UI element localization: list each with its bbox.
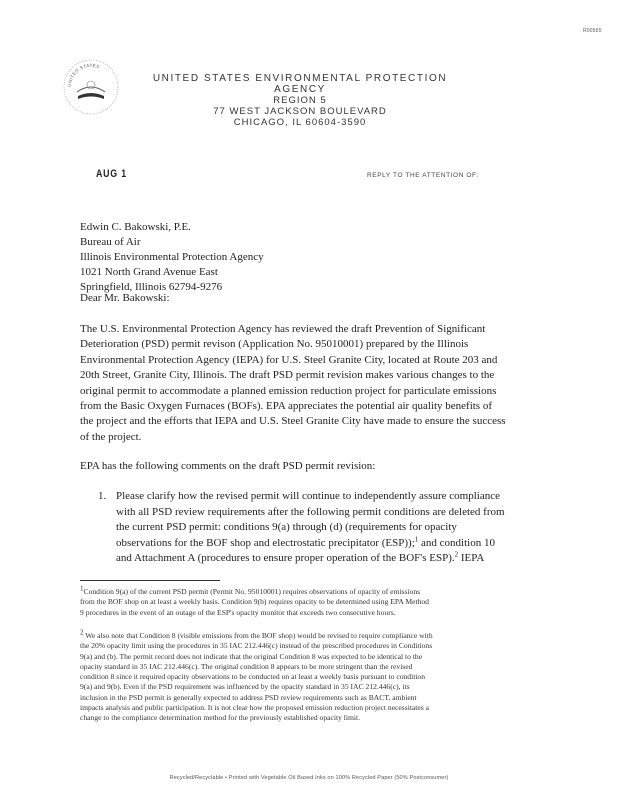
region-name: REGION 5 bbox=[273, 95, 327, 106]
item-number: 1. bbox=[98, 490, 107, 502]
salutation: Dear Mr. Bakowski: bbox=[80, 292, 170, 304]
item-line-tail: IEPA bbox=[460, 552, 485, 564]
letter-date: AUG 1 bbox=[96, 168, 127, 180]
paragraph-comments-intro: EPA has the following comments on the draft PSD permit revision: bbox=[80, 460, 376, 472]
recipient-org: Illinois Environmental Protection Agency bbox=[80, 251, 264, 263]
agency-name: UNITED STATES ENVIRONMENTAL PROTECTION AGENCY bbox=[152, 73, 448, 95]
recipient-dept: Bureau of Air bbox=[80, 236, 141, 248]
recipient-name: Edwin C. Bakowski, P.E. bbox=[80, 221, 191, 233]
recipient-city: Springfield, Illinois 62794-9276 bbox=[80, 281, 223, 293]
footnote-marker: 1 bbox=[80, 584, 84, 593]
recycled-footer: Recycled/Recyclable • Printed with Vegetable Oil Based Inks on 100% Recycled Paper (50% Postconsumer) bbox=[169, 775, 449, 781]
footnote-line: impacts analysis and public participation. It is not clear how the proposed emission reduction project necessitates a bbox=[80, 703, 430, 713]
footnote-line: 9(a) and 9(b). Even if the PSD requirement was influenced by the opacity standard in 35 IAC 212.446(c), its bbox=[80, 682, 410, 692]
svg-text:UNITED STATES: UNITED STATES bbox=[66, 62, 101, 88]
footnote-line: 9(a) and (b). The permit record does not indicate that the original Condition 8 was expected to be identical to the bbox=[80, 651, 423, 661]
item-line-text: and Attachment A (procedures to ensure proper operation of the BOF's ESP). bbox=[116, 552, 455, 564]
footnote-divider bbox=[80, 580, 220, 581]
paragraph-line: Deterioration (PSD) permit revison (Application No. 95010001) prepared by the Illinois bbox=[80, 338, 469, 351]
footnote-ref-2: 2 bbox=[454, 550, 459, 559]
paragraph-line: 20th Street, Granite City, Illinois. The draft PSD permit revision makes various changes to the bbox=[80, 369, 495, 382]
footnote-line: $^1$Condition 9(a) of the current PSD permit (Permit No. 95010001) requires observations of opacity of emissions bbox=[80, 584, 421, 596]
footnote-line: from the BOF shop on at least a weekly basis. Condition 9(b) requires opacity to be determined using EPA Method bbox=[80, 597, 429, 607]
footnote-line: condition 8 since it required opacity observations to be conducted on at least a weekly basis pursuant to condition bbox=[80, 672, 426, 682]
footnote-2 bbox=[80, 628, 540, 724]
reply-to-label: REPLY TO THE ATTENTION OF: bbox=[367, 172, 480, 179]
item-line: Please clarify how the revised permit will continue to independently assure compliance bbox=[116, 490, 500, 502]
item-line: the current PSD permit: conditions 9(a) through (d) (requirements for opacity bbox=[116, 521, 457, 533]
item-text bbox=[116, 489, 505, 567]
street-address: 77 WEST JACKSON BOULEVARD bbox=[213, 106, 387, 117]
city-address: CHICAGO, IL 60604-3590 bbox=[233, 117, 367, 128]
paragraph-line: the project and the efforts that IEPA and U.S. Steel Granite City have made to ensure the success bbox=[80, 415, 506, 428]
item-line-tail: and condition 10 bbox=[421, 536, 495, 549]
paragraph-line: original permit to accommodate a planned emission reduction project for particulate emissions bbox=[80, 384, 497, 397]
footnote-1 bbox=[80, 584, 540, 618]
footnote-line: the 20% opacity limit using the procedures in 35 IAC 212.446(c) instead of the prescribed procedures in Conditions bbox=[80, 641, 433, 651]
document-id-mark: R00565 bbox=[583, 28, 602, 34]
item-line bbox=[116, 536, 505, 552]
item-line-text: observations for the BOF shop and electrostatic precipitator (ESP)); bbox=[116, 536, 415, 549]
recipient-address bbox=[80, 220, 264, 295]
footnote-line: change to the compliance determination method for the previously established opacity limit. bbox=[80, 713, 361, 723]
epa-seal-icon bbox=[62, 58, 120, 116]
footnote-line: inclusion in the PSD permit is generally expected to address PSD review requirements such as BACT, ambient bbox=[80, 692, 417, 702]
paragraph-line: of the project. bbox=[80, 430, 142, 443]
paragraph-line: The U.S. Environmental Protection Agency has reviewed the draft Prevention of Significant bbox=[80, 323, 486, 335]
recipient-street: 1021 North Grand Avenue East bbox=[80, 266, 218, 278]
item-line: with all PSD review requirements after the following permit conditions are deleted from bbox=[116, 505, 505, 518]
footnote-line: 9 procedures in the event of an outage of the ESP's opacity monitor that exceeds two consecutive hours. bbox=[80, 607, 396, 617]
item-line bbox=[116, 551, 505, 567]
footnote-line: $^2$ We also note that Condition 8 (visible emissions from the BOF shop) would be revised to require compliance with bbox=[80, 628, 433, 640]
paragraph-line: from the Basic Oxygen Furnaces (BOFs). EPA appreciates the potential air quality benefits of bbox=[80, 400, 492, 413]
footnote-line: opacity standard in 35 IAC 212.446(c). The original condition 8 appears to be more stringent than the revised bbox=[80, 661, 413, 671]
paragraph-intro bbox=[80, 322, 532, 445]
paragraph-line: Environmental Protection Agency (IEPA) for U.S. Steel Granite City, located at Route 203 and bbox=[80, 353, 498, 366]
footnote-marker: 2 bbox=[80, 628, 84, 637]
letterhead bbox=[140, 73, 460, 128]
footnote-ref-1: 1 bbox=[414, 534, 419, 543]
